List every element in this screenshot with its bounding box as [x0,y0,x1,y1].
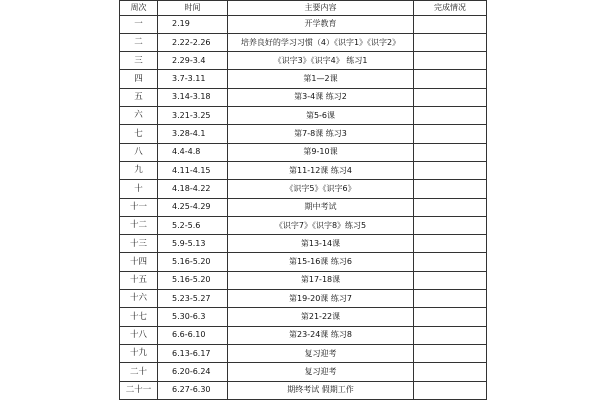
cell-status [414,33,487,51]
table-row [120,52,487,70]
table-row [120,363,487,381]
table-row [120,198,487,216]
cell-content: 第1—2课 [228,70,414,88]
cell-week: 三 [120,52,158,70]
cell-content: 第15-16课 练习6 [228,253,414,271]
cell-content: 第17-18课 [228,271,414,289]
cell-week: 十七 [120,308,158,326]
cell-content: 第7-8课 练习3 [228,125,414,143]
table-row [120,326,487,344]
cell-date: 5.23-5.27 [158,290,228,308]
cell-date: 6.6-6.10 [158,326,228,344]
cell-date: 6.27-6.30 [158,381,228,399]
cell-status [414,88,487,106]
cell-status [414,326,487,344]
cell-content: 第11-12课 练习4 [228,161,414,179]
cell-status [414,308,487,326]
header-week: 周次 [120,1,158,16]
cell-status [414,271,487,289]
cell-week: 二十一 [120,381,158,399]
cell-week: 一 [120,15,158,33]
cell-content: 第5-6课 [228,107,414,125]
cell-content: 第21-22课 [228,308,414,326]
cell-date: 4.25-4.29 [158,198,228,216]
cell-status [414,70,487,88]
cell-status [414,161,487,179]
cell-date: 3.21-3.25 [158,107,228,125]
table-row [120,125,487,143]
cell-status [414,253,487,271]
cell-week: 十三 [120,235,158,253]
cell-week: 九 [120,161,158,179]
table-row [120,253,487,271]
cell-week: 十一 [120,198,158,216]
cell-content: 开学教育 [228,15,414,33]
cell-content: 《识字5》《识字6》 [228,180,414,198]
table-row [120,381,487,399]
table-row [120,216,487,234]
cell-week: 二十 [120,363,158,381]
cell-content: 《识字3》《识字4》 练习1 [228,52,414,70]
cell-week: 八 [120,143,158,161]
cell-week: 十八 [120,326,158,344]
table-row [120,344,487,362]
table-row [120,70,487,88]
cell-week: 十 [120,180,158,198]
cell-content: 第23-24课 练习8 [228,326,414,344]
table-header [120,1,487,16]
cell-week: 四 [120,70,158,88]
cell-date: 5.9-5.13 [158,235,228,253]
cell-date: 2.19 [158,15,228,33]
cell-week: 七 [120,125,158,143]
header-status: 完成情况 [414,1,487,16]
cell-status [414,235,487,253]
table-row [120,308,487,326]
cell-date: 5.16-5.20 [158,271,228,289]
cell-content: 《识字7》《识字8》练习5 [228,216,414,234]
cell-date: 4.18-4.22 [158,180,228,198]
cell-date: 3.7-3.11 [158,70,228,88]
cell-date: 5.16-5.20 [158,253,228,271]
table-row [120,290,487,308]
table-row [120,15,487,33]
cell-content: 第19-20课 练习7 [228,290,414,308]
header-content: 主要内容 [228,1,414,16]
cell-date: 5.30-6.3 [158,308,228,326]
cell-content: 期终考试 假期工作 [228,381,414,399]
cell-week: 十二 [120,216,158,234]
cell-week: 六 [120,107,158,125]
table-row [120,235,487,253]
teaching-schedule-table [119,0,487,400]
cell-content: 第3-4课 练习2 [228,88,414,106]
table-row [120,143,487,161]
cell-status [414,363,487,381]
cell-week: 十九 [120,344,158,362]
table-row [120,107,487,125]
header-row [120,1,487,16]
cell-status [414,290,487,308]
cell-status [414,381,487,399]
cell-date: 6.13-6.17 [158,344,228,362]
cell-status [414,198,487,216]
cell-week: 十六 [120,290,158,308]
cell-content: 复习迎考 [228,363,414,381]
cell-date: 4.4-4.8 [158,143,228,161]
table-row [120,88,487,106]
cell-content: 第13-14课 [228,235,414,253]
cell-week: 五 [120,88,158,106]
cell-date: 3.14-3.18 [158,88,228,106]
cell-week: 十五 [120,271,158,289]
cell-status [414,52,487,70]
table-body [120,15,487,399]
cell-date: 2.29-3.4 [158,52,228,70]
cell-content: 第9-10课 [228,143,414,161]
cell-status [414,344,487,362]
cell-status [414,125,487,143]
cell-status [414,15,487,33]
cell-week: 十四 [120,253,158,271]
table-row [120,33,487,51]
cell-status [414,180,487,198]
cell-date: 2.22-2.26 [158,33,228,51]
cell-date: 4.11-4.15 [158,161,228,179]
cell-status [414,216,487,234]
cell-content: 培养良好的学习习惯（4）《识字1》《识字2》 [228,33,414,51]
table-row [120,161,487,179]
cell-content: 期中考试 [228,198,414,216]
cell-status [414,107,487,125]
cell-date: 6.20-6.24 [158,363,228,381]
table-row [120,271,487,289]
cell-date: 3.28-4.1 [158,125,228,143]
cell-content: 复习迎考 [228,344,414,362]
cell-status [414,143,487,161]
cell-date: 5.2-5.6 [158,216,228,234]
header-date: 时间 [158,1,228,16]
cell-week: 二 [120,33,158,51]
table-row [120,180,487,198]
